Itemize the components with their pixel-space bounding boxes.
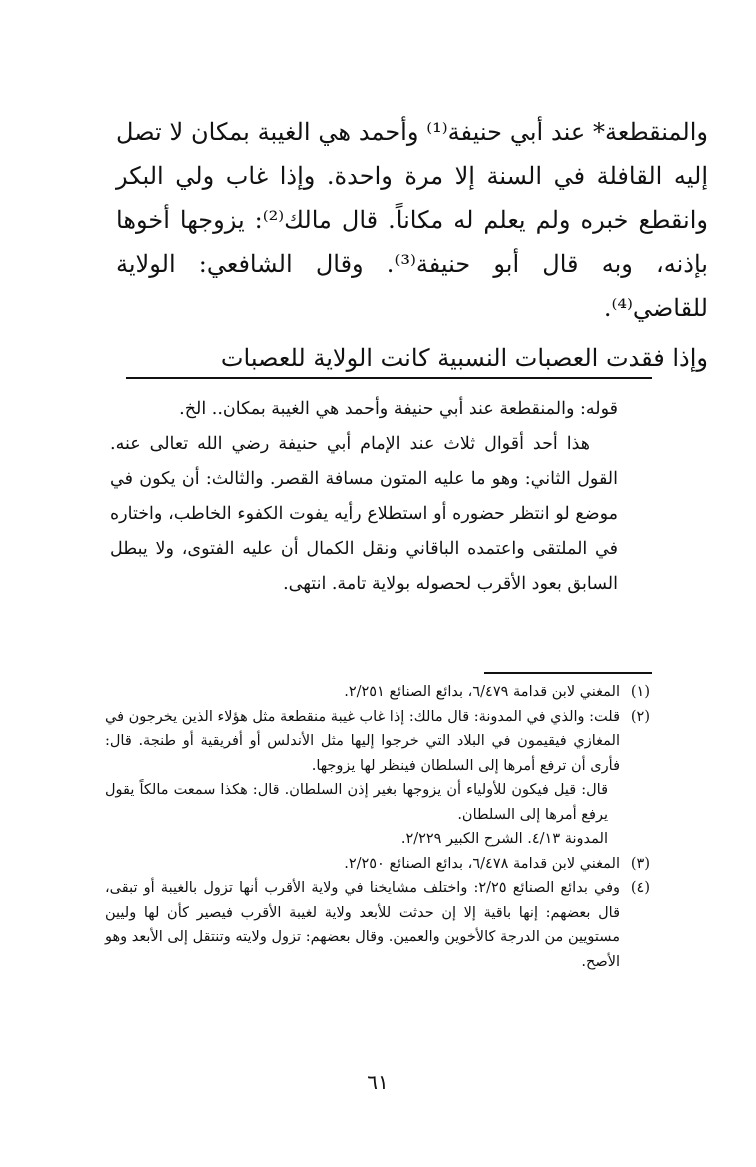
commentary-heading: قوله: والمنقطعة عند أبي حنيفة وأحمد هي الغيبة بمكان.. الخ. (179, 399, 618, 419)
footnote-2 (105, 705, 650, 852)
footnote-separator-rule (484, 672, 652, 674)
page-number: ٦١ (367, 1070, 389, 1094)
footnote-number: (٤) (630, 880, 650, 896)
commentary-block (110, 392, 618, 602)
footnote-text: المغني لابن قدامة ٦/٤٧٨، بدائع الصنائع ٢/٢٥٠. (344, 855, 620, 872)
main-paragraph-2: وإذا فقدت العصبات النسبية كانت الولاية للعصبات (220, 344, 708, 372)
footnote-3 (105, 852, 650, 877)
footnote-number: (٢) (630, 708, 650, 725)
footnote-source: المدونة ٤/١٣. الشرح الكبير ٢/٢٢٩. (400, 831, 608, 847)
footnote-text: وفي بدائع الصنائع ٢/٢٥: واختلف مشايخنا في ولاية الأقرب أنها تزول بالغيبة أو تبقى، قال بعضهم: إنها باقية إلا إن حدثت للأبعد ولاية لغيبة الأقرب فيصير كأن لها وليين مستويين من الدرجة كالأخوين والعمين. وقال بعضهم: تزول ولايته وتنتقل إلى الأبعد وهو الأصح. (105, 880, 621, 970)
main-text (116, 110, 708, 380)
main-paragraph-1: والمنقطعة* عند أبي حنيفة⁽¹⁾ وأحمد هي الغيبة بمكان لا تصل إليه القافلة في السنة إلا مرة واحدة. وإذا غاب ولي البكر وانقطع خبره ولم يعلم له مكاناً. قال مالك⁽²⁾: يزوجها أخوها بإذنه، وبه قال أبو حنيفة⁽³⁾. وقال الشافعي: الولاية للقاضي⁽⁴⁾. (116, 118, 708, 322)
footnote-text: المغني لابن قدامة ٦/٤٧٩، بدائع الصنائع ٢/٢٥١. (344, 684, 620, 700)
footnote-text-continued: قال: قيل فيكون للأولياء أن يزوجها بغير إذن السلطان. قال: هكذا سمعت مالكاً يقول يرفع أمرها إلى السلطان. (105, 782, 608, 823)
commentary-separator-rule (126, 377, 652, 379)
footnote-1 (105, 680, 650, 705)
footnote-text: قلت: والذي في المدونة: قال مالك: إذا غاب غيبة منقطعة مثل هؤلاء الذين يخرجون في المغازي فيقيمون في البلاد التي خرجوا إليها مثل الأندلس أو أفريقية أو طنجة. قال: فأرى أن ترفع أمرها إلى السلطان فينظر لها يزوجها. (105, 708, 620, 774)
footnotes (105, 680, 650, 974)
footnote-4 (105, 876, 650, 974)
commentary-body: هذا أحد أقوال ثلاث عند الإمام أبي حنيفة رضي الله تعالى عنه. القول الثاني: وهو ما عليه المتون مسافة القصر. والثالث: أن يكون في موضع لو انتظر حضوره أو استطلاع رأيه يفوت الكفوء الخاطب، واختاره في الملتقى واعتمده الباقاني ونقل الكمال أن عليه الفتوى، ولا يبطل السابق بعود الأقرب لحصوله بولاية تامة. انتهى. (110, 434, 618, 594)
footnote-number: (٣) (630, 855, 650, 872)
footnote-number: (١) (630, 684, 650, 700)
